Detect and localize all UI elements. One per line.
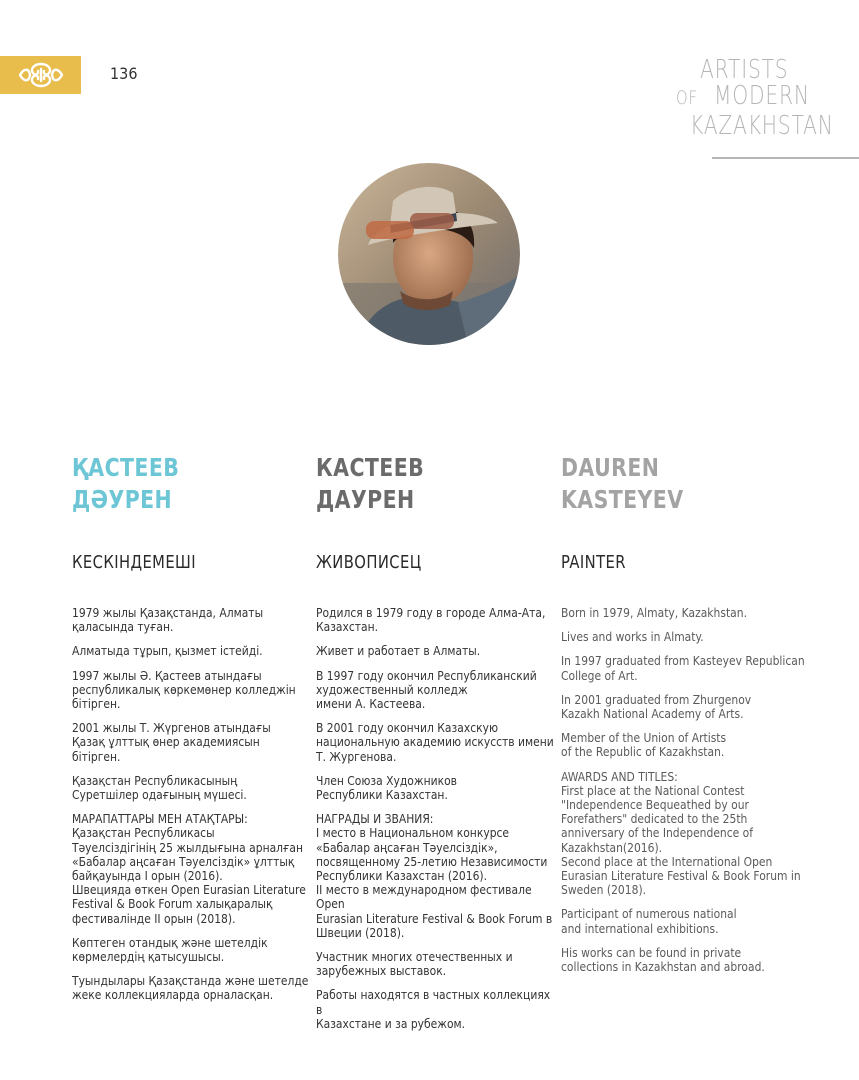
bio-awards: НАГРАДЫ И ЗВАНИЯ: I место в Национальном конкурсе «Бабалар аңсаған Тәуелсіздік», посвященному 25-летию Независимости Республики Казахстан (2016). II место в международном фестивале Open Eurasian Literature Festival & Book Forum в Швеции (2018). xyxy=(316,811,553,940)
bio-paragraph: Participant of numerous national and international exhibitions. xyxy=(561,906,737,936)
logo-word-modern: MODERN xyxy=(714,81,810,111)
bio-awards: МАРАПАТТАРЫ МЕН АТАҚТАРЫ: Қазақстан Республикасы Тәуелсіздігінің 25 жылдығына арналған «Бабалар аңсаған Тәуелсіздік» ұлттық байқауында I орын (2016). Швецияда өткен Open Eurasian Literature Festival & Book Forum халықаралық фестивалінде II орын (2018). xyxy=(72,811,306,926)
bio-paragraph: Born in 1979, Almaty, Kazakhstan. xyxy=(561,605,747,620)
bio-paragraph: Работы находятся в частных коллекциях в Казахстане и за рубежом. xyxy=(316,987,551,1031)
bio-paragraph: 1979 жылы Қазақстанда, Алматы қаласында туған. xyxy=(72,605,264,635)
logo-word-of: OF xyxy=(676,87,698,109)
bio-paragraph: Алматыда тұрып, қызмет істейді. xyxy=(72,643,263,659)
logo-line-kazakhstan: KAZAKHSTAN xyxy=(690,111,834,141)
bio-paragraph: 1997 жылы Ә. Қастеев атындағы республикалық көркемөнер колледжін бітірген. xyxy=(72,667,296,712)
artist-surname-ru: КАСТЕЕВ xyxy=(316,453,425,482)
artist-surname-en: KASTEYEV xyxy=(561,485,684,514)
bio-paragraph: Туындылары Қазақстанда және шетелде жеке коллекцияларда орналасқан. xyxy=(72,973,309,1003)
bio-paragraph: Lives and works in Almaty. xyxy=(561,629,704,645)
artist-firstname-en: DAUREN xyxy=(561,453,660,482)
bio-awards: AWARDS AND TITLES: First place at the National Contest "Independence Bequeathed by our Forefathers" dedicated to the 25th anniversary of the Independence of Kazakhstan(2016). Second place at the International Open Eurasian Literature Festival & Book Forum in Sweden (2018). xyxy=(561,768,801,898)
bio-paragraph: Член Союза Художников Республики Казахстан. xyxy=(316,772,457,803)
bio-paragraph: Member of the Union of Artists of the Republic of Kazakhstan. xyxy=(561,730,727,760)
profession-ru: ЖИВОПИСЕЦ xyxy=(316,552,422,573)
artist-firstname-ru: ДАУРЕН xyxy=(316,485,415,514)
bio-paragraph: In 1997 graduated from Kasteyev Republican College of Art. xyxy=(561,653,805,683)
bio-paragraph: Участник многих отечественных и зарубежных выставок. xyxy=(316,949,513,979)
biography-en xyxy=(561,606,821,984)
bio-paragraph: Көптеген отандық және шетелдік көрмелердің қатысушысы. xyxy=(72,934,268,965)
bio-paragraph: В 1997 году окончил Республиканский художественный колледж имени А. Кастеева. xyxy=(316,667,537,712)
biography-kk xyxy=(72,606,312,1013)
logo-line-artists: ARTISTS xyxy=(700,55,789,85)
kazakh-ornament-icon xyxy=(16,60,66,90)
bio-paragraph: Қазақстан Республикасының Суретшілер одағының мүшесі. xyxy=(72,772,247,803)
column-kazakh xyxy=(72,452,312,573)
artist-portrait xyxy=(338,163,520,345)
bio-paragraph: В 2001 году окончил Казахскую национальную академию искусств имени Т. Жургенова. xyxy=(316,720,554,764)
column-english xyxy=(561,452,821,573)
bio-paragraph: Живет и работает в Алматы. xyxy=(316,643,481,659)
profession-kk: КЕСКІНДЕМЕШІ xyxy=(72,552,197,573)
bio-paragraph: In 2001 graduated from Zhurgenov Kazakh National Academy of Arts. xyxy=(561,691,752,722)
series-logo xyxy=(670,55,859,163)
bio-paragraph: His works can be found in private collections in Kazakhstan and abroad. xyxy=(561,944,765,975)
profession-en: PAINTER xyxy=(561,552,626,573)
ornament-block xyxy=(0,56,81,94)
bio-paragraph: 2001 жылы Т. Жүргенов атындағы Қазақ ұлттық өнер академиясын бітірген. xyxy=(72,720,271,764)
artist-surname-kk: ҚАСТЕЕВ xyxy=(72,453,180,482)
page-number: 136 xyxy=(110,64,138,83)
bio-paragraph: Родился в 1979 году в городе Алма-Ата, Казахстан. xyxy=(316,605,546,635)
artist-firstname-kk: ДӘУРЕН xyxy=(72,485,173,514)
column-russian xyxy=(316,452,556,573)
biography-ru xyxy=(316,606,556,1041)
logo-underline xyxy=(712,157,859,159)
